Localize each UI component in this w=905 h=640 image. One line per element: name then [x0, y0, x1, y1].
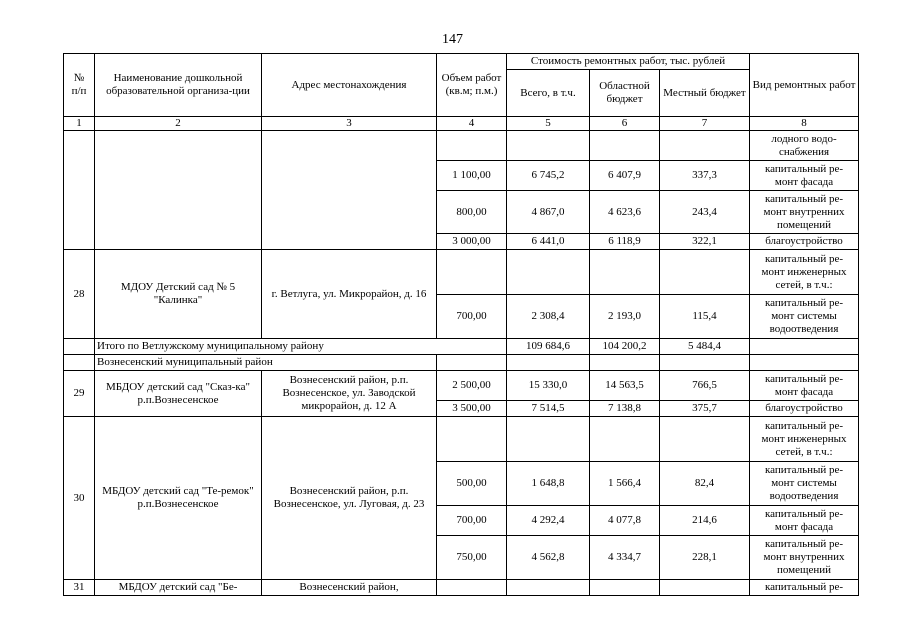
row-number: 30 [64, 417, 95, 580]
table-row [64, 250, 859, 295]
header-address: Адрес местонахождения [262, 54, 437, 117]
org-name: МБДОУ детский сад "Те-ремок" р.п.Вознесенское [95, 417, 262, 580]
work-type: капитальный ре- монт внутренних помещений [750, 536, 859, 580]
cost-total: 15 330,0 [507, 371, 590, 401]
cost-regional: 6 118,9 [590, 234, 660, 250]
cost-local: 228,1 [660, 536, 750, 580]
cost-local: 243,4 [660, 191, 750, 234]
cost-local: 766,5 [660, 371, 750, 401]
district-row [64, 355, 859, 371]
header-work-type: Вид ремонтных работ [750, 54, 859, 117]
volume: 700,00 [437, 506, 507, 536]
row-number: 31 [64, 580, 95, 596]
header-number: № п/п [64, 54, 95, 117]
colnum-2: 2 [95, 117, 262, 131]
colnum-7: 7 [660, 117, 750, 131]
org-address: Вознесенский район, р.п. Вознесенское, ул. Заводской микрорайон, д. 12 А [262, 371, 437, 417]
colnum-5: 5 [507, 117, 590, 131]
work-type: капитальный ре- монт системы водоотведения [750, 462, 859, 506]
table-row [64, 371, 859, 401]
page-number: 147 [442, 32, 463, 47]
table-row [64, 131, 859, 161]
cost-local: 82,4 [660, 462, 750, 506]
work-type: капитальный ре- монт инженерных сетей, в т.ч.: [750, 417, 859, 462]
volume: 3 500,00 [437, 401, 507, 417]
cost-total: 6 441,0 [507, 234, 590, 250]
org-address: Вознесенский район, [262, 580, 437, 596]
volume: 750,00 [437, 536, 507, 580]
work-type: капитальный ре- монт фасада [750, 506, 859, 536]
volume: 2 500,00 [437, 371, 507, 401]
cost-regional: 4 623,6 [590, 191, 660, 234]
work-type: капитальный ре- монт фасада [750, 371, 859, 401]
org-address: Вознесенский район, р.п. Вознесенское, ул. Луговая, д. 23 [262, 417, 437, 580]
cost-local: 375,7 [660, 401, 750, 417]
org-address: г. Ветлуга, ул. Микрорайон, д. 16 [262, 250, 437, 339]
volume: 3 000,00 [437, 234, 507, 250]
cost-total: 109 684,6 [507, 339, 590, 355]
header-volume: Объем работ (кв.м; п.м.) [437, 54, 507, 117]
volume: 800,00 [437, 191, 507, 234]
cost-local: 5 484,4 [660, 339, 750, 355]
cost-total: 4 562,8 [507, 536, 590, 580]
work-type: капитальный ре- монт системы водоотведения [750, 295, 859, 339]
org-name: МБДОУ детский сад "Бе- [95, 580, 262, 596]
work-type: капитальный ре- монт инженерных сетей, в т.ч.: [750, 250, 859, 295]
work-type: лодного водо- снабжения [750, 131, 859, 161]
volume: 500,00 [437, 462, 507, 506]
colnum-8: 8 [750, 117, 859, 131]
header-regional: Областной бюджет [590, 70, 660, 117]
cost-regional: 104 200,2 [590, 339, 660, 355]
cost-regional: 4 334,7 [590, 536, 660, 580]
cost-regional: 2 193,0 [590, 295, 660, 339]
colnum-4: 4 [437, 117, 507, 131]
cost-regional: 1 566,4 [590, 462, 660, 506]
work-type: капитальный ре- [750, 580, 859, 596]
org-name: МБДОУ детский сад "Сказ-ка" р.п.Вознесенское [95, 371, 262, 417]
colnum-1: 1 [64, 117, 95, 131]
cost-total: 6 745,2 [507, 161, 590, 191]
org-name: МДОУ Детский сад № 5 "Калинка" [95, 250, 262, 339]
total-label: Итого по Ветлужскому муниципальному району [95, 339, 507, 355]
cost-regional: 4 077,8 [590, 506, 660, 536]
header-local: Местный бюджет [660, 70, 750, 117]
work-type: благоустройство [750, 401, 859, 417]
cost-regional: 14 563,5 [590, 371, 660, 401]
repair-works-table [63, 53, 859, 596]
cost-total: 2 308,4 [507, 295, 590, 339]
cost-total: 4 292,4 [507, 506, 590, 536]
cost-local: 115,4 [660, 295, 750, 339]
cost-regional: 7 138,8 [590, 401, 660, 417]
volume: 700,00 [437, 295, 507, 339]
header-total: Всего, в т.ч. [507, 70, 590, 117]
cost-total: 7 514,5 [507, 401, 590, 417]
header-org-name: Наименование дошкольной образовательной организа-ции [95, 54, 262, 117]
column-numbers-row [64, 117, 859, 131]
district-label: Вознесенский муниципальный район [95, 355, 437, 371]
cost-regional: 6 407,9 [590, 161, 660, 191]
total-row [64, 339, 859, 355]
header-cost-group: Стоимость ремонтных работ, тыс. рублей [507, 54, 750, 70]
cost-local: 214,6 [660, 506, 750, 536]
row-number: 29 [64, 371, 95, 417]
cost-local: 337,3 [660, 161, 750, 191]
cost-total: 4 867,0 [507, 191, 590, 234]
row-number: 28 [64, 250, 95, 339]
table-row [64, 417, 859, 462]
cost-local: 322,1 [660, 234, 750, 250]
cost-total: 1 648,8 [507, 462, 590, 506]
table-row [64, 580, 859, 596]
work-type: капитальный ре- монт фасада [750, 161, 859, 191]
work-type: благоустройство [750, 234, 859, 250]
colnum-6: 6 [590, 117, 660, 131]
colnum-3: 3 [262, 117, 437, 131]
work-type: капитальный ре- монт внутренних помещений [750, 191, 859, 234]
volume: 1 100,00 [437, 161, 507, 191]
